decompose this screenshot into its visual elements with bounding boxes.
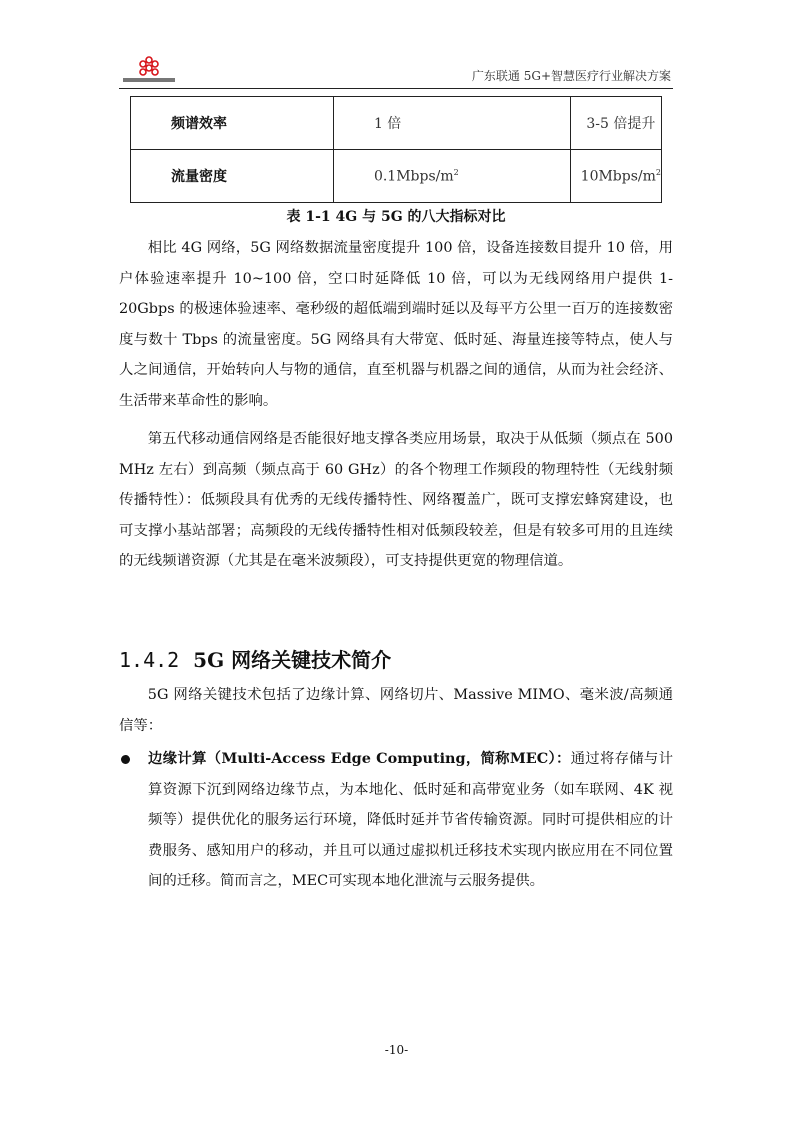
table-cell-5g: [570, 150, 661, 203]
superscript: 2: [655, 167, 661, 177]
page-header: [119, 52, 673, 89]
cell-value: 0.1Mbps/m: [373, 168, 454, 185]
bullet-item-mec: [119, 744, 673, 897]
paragraph-frequency-bands: 第五代移动通信网络是否能很好地支撑各类应用场景，取决于从低频（频点在 500 MHz 左右）到高频（频点高于 60 GHz）的各个物理工作频段的物理特性（无线射频传播特性）：低频段具有优秀的无线传播特性、网络覆盖广，既可支撑宏蜂窝建设，也可支撑小基站部署；高频段的无线传播特性相对低频段较差，但是有较多可用的且连续的无线频谱资源（尤其是在毫米波频段），可支持提供更宽的物理信道。: [119, 431, 673, 569]
table-cell-4g: 1 倍: [333, 97, 570, 150]
section-title: 5G 网络关键技术简介: [193, 648, 392, 672]
section-number: 1.4.2: [119, 648, 180, 672]
section-heading: [119, 644, 391, 673]
table-row: [131, 150, 662, 203]
table-caption: 表 1-1 4G 与 5G 的八大指标对比: [286, 209, 506, 225]
table-cell-4g: [333, 150, 570, 203]
page-number: -10-: [384, 1043, 409, 1057]
table-cell-5g: 3-5 倍提升: [570, 97, 661, 150]
paragraph-4g-5g-comparison: 相比 4G 网络，5G 网络数据流量密度提升 100 倍，设备连接数目提升 10 倍，用户体验速率提升 10~100 倍，空口时延降低 10 倍，可以为无线网络用户提供 1-20Gbps 的极速体验速率、毫秒级的超低端到端时延以及每平方公里一百万的连接数密度与数十 Tbps 的流量密度。5G 网络具有大带宽、低时延、海量连接等特点，使人与人之间通信，开始转向人与物的通信，直至机器与机器之间的通信，从而为社会经济、生活带来革命性的影响。: [119, 240, 673, 409]
bullet-icon: [121, 755, 130, 764]
comparison-table: [130, 96, 662, 203]
table-cell-metric: 流量密度: [131, 150, 334, 203]
superscript: 2: [453, 167, 459, 177]
bullet-body: 通过将存储与计算资源下沉到网络边缘节点，为本地化、低时延和高带宽业务（如车联网、4K 视频等）提供优化的服务运行环境，降低时延并节省传输资源。同时可提供相应的计费服务、感知用户的移动，并且可以通过虚拟机迁移技术实现内嵌应用在不同位置间的迁移。简而言之，MEC可实现本地化泄流与云服务提供。: [148, 751, 673, 889]
table-cell-metric: 频谱效率: [131, 97, 334, 150]
cell-value: 10Mbps/m: [580, 168, 656, 185]
bullet-text: [148, 744, 673, 897]
china-unicom-logo: [119, 54, 179, 86]
paragraph-key-tech-intro: 5G 网络关键技术包括了边缘计算、网络切片、Massive MIMO、毫米波/高频通信等：: [119, 687, 673, 734]
table-row: [131, 97, 662, 150]
bullet-lead: 边缘计算（Multi-Access Edge Computing，简称MEC）：: [148, 750, 571, 767]
header-title: 广东联通 5G+智慧医疗行业解决方案: [471, 69, 671, 83]
